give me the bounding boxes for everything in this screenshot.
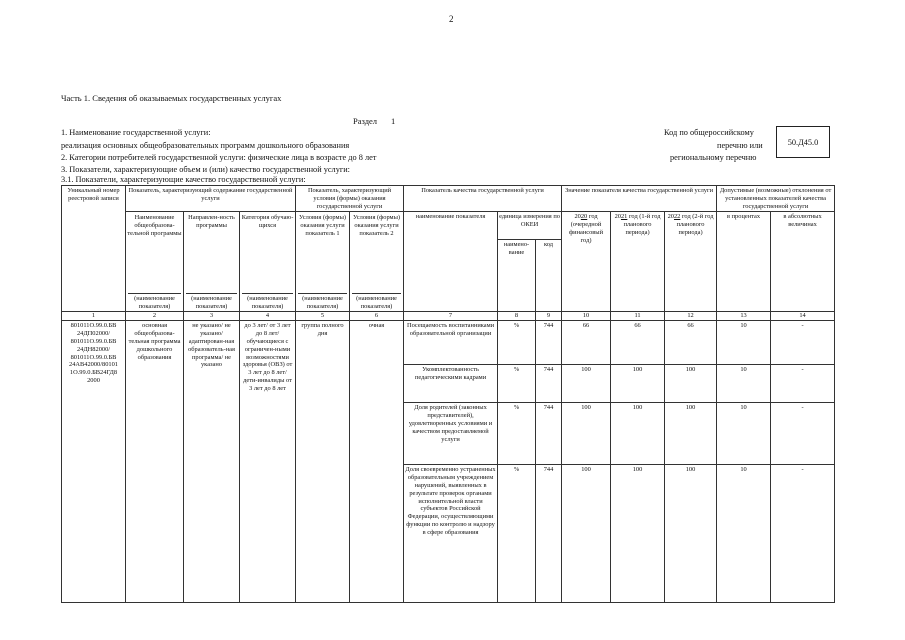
table-row — [62, 321, 835, 365]
year2-prefix: 20 — [614, 213, 621, 221]
header-indicator-name: наименование показателя — [404, 212, 498, 312]
year1-prefix: 20 — [574, 213, 581, 221]
colnum: 2 — [126, 312, 184, 321]
cell-unit: % — [498, 465, 536, 603]
cell-absolute: - — [771, 321, 835, 365]
sub-header-program-name — [126, 212, 184, 312]
header-registry-number: Уникальный номер реестровой записи — [62, 186, 126, 312]
sub-header-condition1-note: (наименование показателя) — [298, 293, 347, 311]
cell-unit-code: 744 — [536, 321, 562, 365]
cell-unit: % — [498, 365, 536, 403]
colnum: 7 — [404, 312, 498, 321]
colnum: 6 — [350, 312, 404, 321]
header-content-indicator: Показатель, характеризующий содержание государственной услуги — [126, 186, 296, 212]
sub-header-category-note: (наименование показателя) — [242, 293, 293, 311]
indicators-heading: 3. Показатели, характеризующие объем и (или) качество государственной услуги: — [61, 165, 350, 174]
sub-header-condition1-title: Условия (формы) оказания услуги показатель 1 — [299, 214, 346, 237]
colnum: 3 — [184, 312, 240, 321]
cell-value-3: 100 — [665, 365, 717, 403]
colnum: 10 — [562, 312, 611, 321]
cell-indicator-name: Доля своевременно устраненных образовательным учреждением нарушений, выявленных в результате проверок органами исполнительной власти субъектов Российской Федерации, осуществляющими функции по контролю и надзору в сфере образования — [404, 465, 498, 603]
quality-indicators-heading: 3.1. Показатели, характеризующие качество государственной услуги: — [61, 175, 306, 184]
cell-absolute: - — [771, 465, 835, 603]
header-percent: в процентах — [717, 212, 771, 312]
header-quality-value: Значение показателя качества государственной услуги — [562, 186, 717, 212]
colnum: 9 — [536, 312, 562, 321]
code-label-line3: региональному перечню — [670, 153, 757, 162]
cell-indicator-name: Посещаемость воспитанниками образовательной организации — [404, 321, 498, 365]
sub-header-program-name-title: Наименование общеобразова-тельной программы — [127, 214, 182, 237]
cell-value-3: 100 — [665, 465, 717, 603]
year2-caption: год (1-й год планового периода) — [623, 213, 661, 236]
sub-header-condition2 — [350, 212, 404, 312]
year3-caption: год (2-й год планового периода) — [676, 213, 714, 236]
sub-header-condition2-note: (наименование показателя) — [352, 293, 401, 311]
cell-absolute: - — [771, 365, 835, 403]
cell-percent: 10 — [717, 403, 771, 465]
cell-percent: 10 — [717, 365, 771, 403]
header-unit: единица измерения по ОКЕИ — [498, 212, 562, 240]
colnum: 13 — [717, 312, 771, 321]
service-name-value: реализация основных общеобразовательных программ дошкольного образования — [61, 141, 350, 150]
cell-value-1: 100 — [562, 365, 611, 403]
code-label-line1: Код по общероссийскому — [664, 128, 754, 137]
year1-number: 20 — [580, 213, 588, 221]
part-title: Часть 1. Сведения об оказываемых государственных услугах — [61, 93, 282, 103]
colnum: 14 — [771, 312, 835, 321]
cell-value-1: 100 — [562, 403, 611, 465]
colnum: 4 — [240, 312, 296, 321]
cell-value-1: 66 — [562, 321, 611, 365]
cell-percent: 10 — [717, 321, 771, 365]
year3-prefix: 20 — [667, 213, 674, 221]
sub-header-focus-title: Направлен-ность программы — [188, 214, 235, 230]
cell-value-1: 100 — [562, 465, 611, 603]
sub-header-category-title: Категория обучаю-щихся — [241, 214, 294, 230]
cell-unit: % — [498, 403, 536, 465]
cell-focus: не указано/ не указано/ адаптирован-ная образователь-ная программа/ не указано — [184, 321, 240, 603]
cell-value-2: 100 — [611, 365, 665, 403]
cell-unit-code: 744 — [536, 465, 562, 603]
colnum: 5 — [296, 312, 350, 321]
header-quality-indicator: Показатель качества государственной услуги — [404, 186, 562, 212]
colnum: 12 — [665, 312, 717, 321]
cell-category: до 3 лет/ от 3 лет до 8 лет/ обучающиеся с ограничен-ными возможностями здоровья (ОВЗ) от 3 лет до 8 лет/ дети-инвалиды от 3 лет до 8 лет — [240, 321, 296, 603]
sub-header-focus — [184, 212, 240, 312]
colnum: 8 — [498, 312, 536, 321]
header-conditions-indicator: Показатель, характеризующий условия (формы) оказания государственной услуги — [296, 186, 404, 212]
cell-unit: % — [498, 321, 536, 365]
cell-value-2: 66 — [611, 321, 665, 365]
cell-value-3: 100 — [665, 403, 717, 465]
cell-indicator-name: Доля родителей (законных представителей), удовлетворенных условиями и качеством предоставляемой услуги — [404, 403, 498, 465]
cell-value-3: 66 — [665, 321, 717, 365]
service-name-label: 1. Наименование государственной услуги: — [61, 128, 211, 137]
cell-registry-numbers: 801011О.99.0.БВ 24ДП02000/ 801011О.99.0.БВ 24ДН82000/ 801011О.99.0.БВ 24АВ42000/80101 1О.99.0.БВ24ГД8 2000 — [62, 321, 126, 603]
section-label: Раздел — [353, 116, 378, 126]
year3-number: 22 — [673, 213, 681, 221]
year2-number: 21 — [620, 213, 628, 221]
cell-condition1: группа полного дня — [296, 321, 350, 603]
header-year-3 — [665, 212, 717, 312]
code-value: 50.Д45.0 — [787, 137, 819, 147]
section-number: 1 — [391, 116, 396, 126]
year1-caption: год (очередной финансовый год) — [569, 213, 604, 244]
section-heading — [353, 116, 395, 126]
sub-header-focus-note: (наименование показателя) — [186, 293, 237, 311]
cell-condition2: очная — [350, 321, 404, 603]
cell-unit-code: 744 — [536, 365, 562, 403]
code-value-box — [776, 126, 830, 158]
cell-percent: 10 — [717, 465, 771, 603]
header-year-2 — [611, 212, 665, 312]
colnum: 1 — [62, 312, 126, 321]
cell-program: основная общеобразова-тельная программа дошкольного образования — [126, 321, 184, 603]
sub-header-program-name-note: (наименование показателя) — [128, 293, 181, 311]
consumer-category: 2. Категории потребителей государственной услуги: физические лица в возрасте до 8 лет — [61, 153, 377, 162]
sub-header-condition1 — [296, 212, 350, 312]
header-year-1 — [562, 212, 611, 312]
colnum: 11 — [611, 312, 665, 321]
cell-unit-code: 744 — [536, 403, 562, 465]
code-label-line2: перечню или — [717, 141, 763, 150]
cell-value-2: 100 — [611, 403, 665, 465]
header-unit-code: код — [536, 240, 562, 312]
page-number: 2 — [449, 14, 454, 24]
header-absolute: в абсолютных величинах — [771, 212, 835, 312]
header-deviations: Допустимые (возможные) отклонения от установленных показателей качества государственной услуги — [717, 186, 835, 212]
sub-header-condition2-title: Условия (формы) оказания услуги показатель 2 — [353, 214, 401, 237]
cell-indicator-name: Укомплектованность педагогическими кадрами — [404, 365, 498, 403]
sub-header-category — [240, 212, 296, 312]
column-numbers-row — [62, 312, 835, 321]
cell-value-2: 100 — [611, 465, 665, 603]
cell-absolute: - — [771, 403, 835, 465]
header-unit-name: наимено-вание — [498, 240, 536, 312]
quality-indicators-table — [61, 185, 835, 603]
